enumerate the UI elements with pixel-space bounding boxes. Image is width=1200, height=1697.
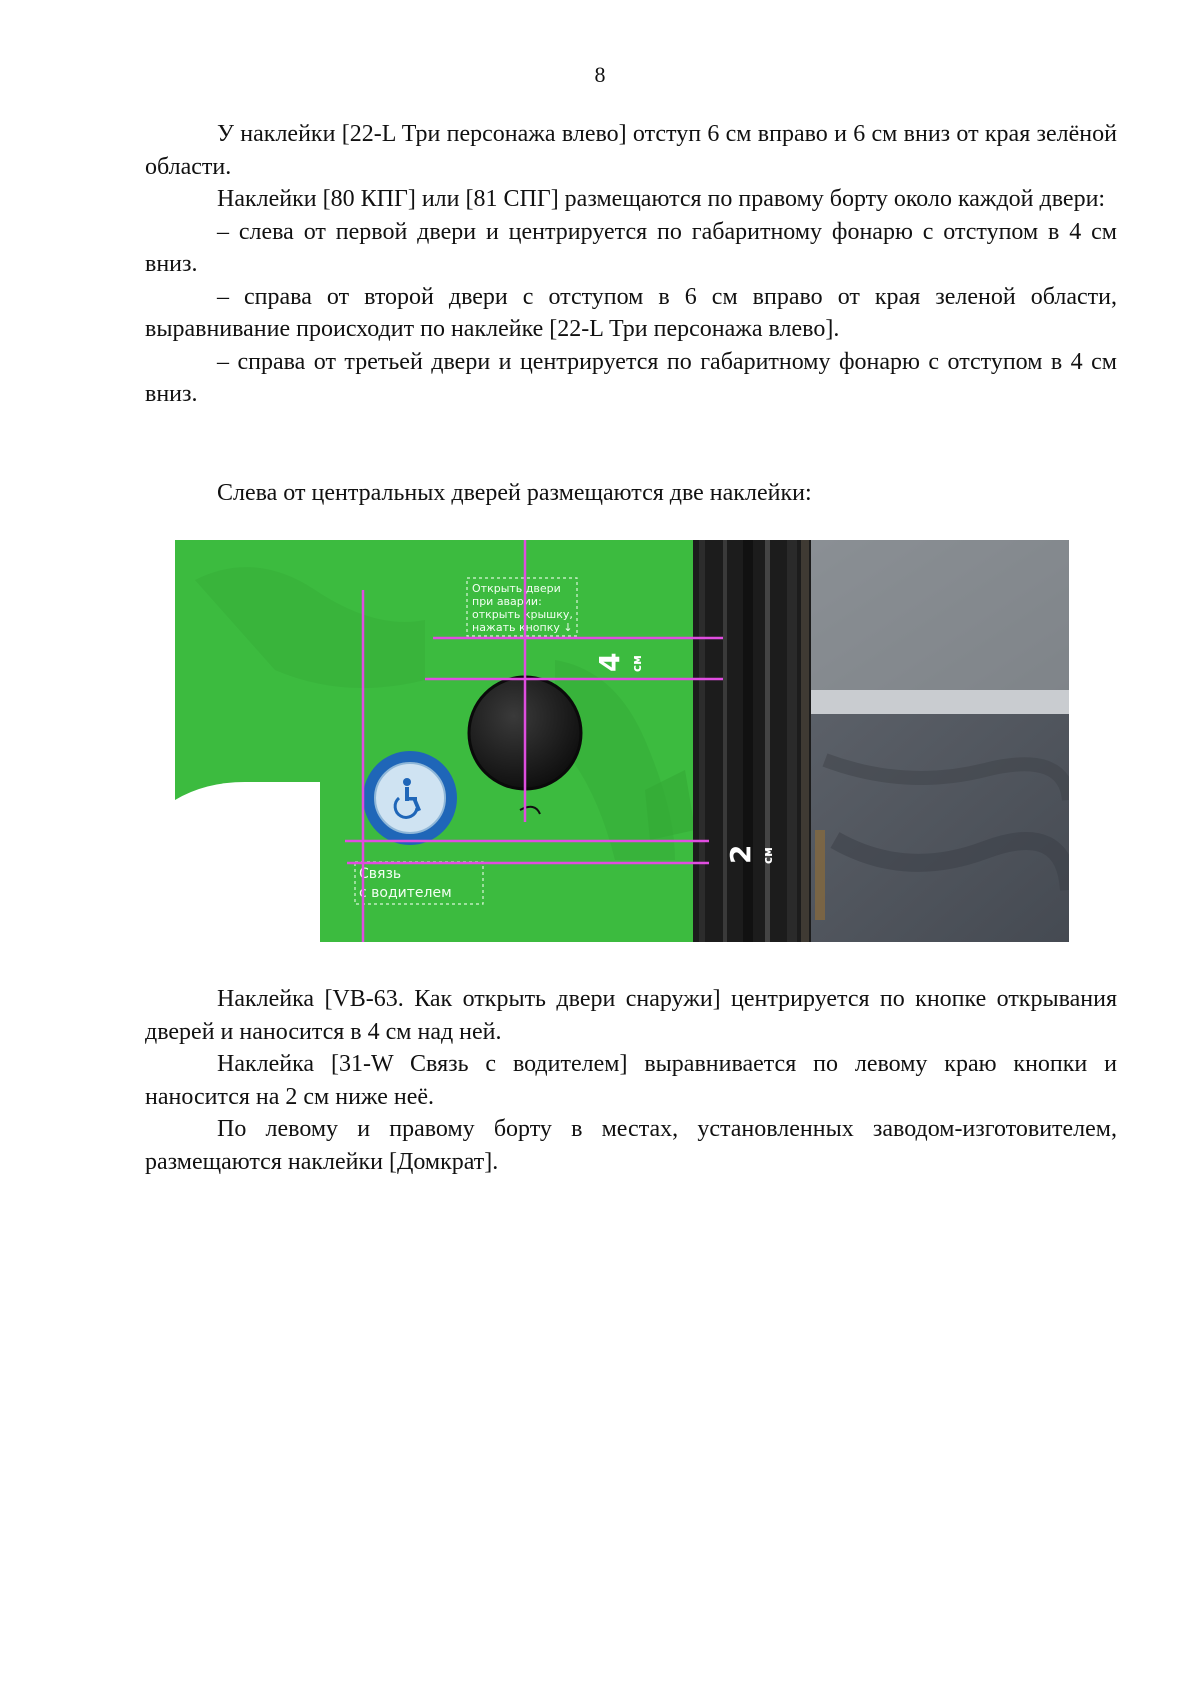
- paragraph-intro: Слева от центральных дверей размещаются две наклейки:: [217, 480, 812, 506]
- sticker-driver-link-line: Связь: [359, 866, 402, 882]
- dim-label-bottom-unit: см: [761, 847, 775, 864]
- paragraph: – справа от второй двери с отступом в 6 см вправо от края зеленой области, выравнивание происходит по наклейке [22-L Три персонажа влево].: [145, 283, 1117, 342]
- sticker-open-doors-line: нажать кнопку ↓: [472, 621, 573, 634]
- sticker-placement-photo: [175, 540, 1069, 942]
- paragraph: Наклейка [VB-63. Как открыть двери снаружи] центрируется по кнопке открывания дверей и наносится в 4 см над ней.: [145, 986, 1117, 1045]
- paragraph: – слева от первой двери и центрируется по габаритному фонарю с отступом в 4 см вниз.: [145, 218, 1117, 277]
- paragraph: Наклейки [80 КПГ] или [81 СПГ] размещаются по правому борту около каждой двери:: [217, 186, 1106, 212]
- text-block-bottom: [145, 983, 1117, 1178]
- floor-area-lower: [811, 714, 1069, 942]
- panel-cutout: [175, 782, 320, 942]
- paragraph: – справа от третьей двери и центрируется по габаритному фонарю с отступом в 4 см вниз.: [145, 348, 1117, 407]
- text-block-intro: [145, 477, 1117, 510]
- paragraph: По левому и правому борту в местах, установленных заводом-изготовителем, размещаются наклейки [Домкрат].: [145, 1116, 1117, 1175]
- sticker-driver-link-line: с водителем: [359, 885, 452, 901]
- paragraph: У наклейки [22-L Три персонажа влево] отступ 6 см вправо и 6 см вниз от края зелёной области.: [145, 121, 1117, 180]
- dim-label-bottom-value: 2: [724, 844, 757, 864]
- sticker-open-doors-line: Открыть двери: [472, 582, 561, 595]
- dim-label-top-value: 4: [593, 652, 626, 672]
- photo-illustration: [175, 540, 1069, 942]
- sticker-open-doors-line: открыть крышку,: [472, 608, 573, 621]
- paragraph: Наклейка [31-W Связь с водителем] выравнивается по левому краю кнопки и наносится на 2 см ниже неё.: [145, 1051, 1117, 1110]
- page-number: 8: [594, 62, 606, 87]
- dim-label-top-unit: см: [630, 655, 644, 672]
- sticker-open-doors-line: при аварии:: [472, 595, 542, 608]
- text-block-top: [145, 118, 1117, 411]
